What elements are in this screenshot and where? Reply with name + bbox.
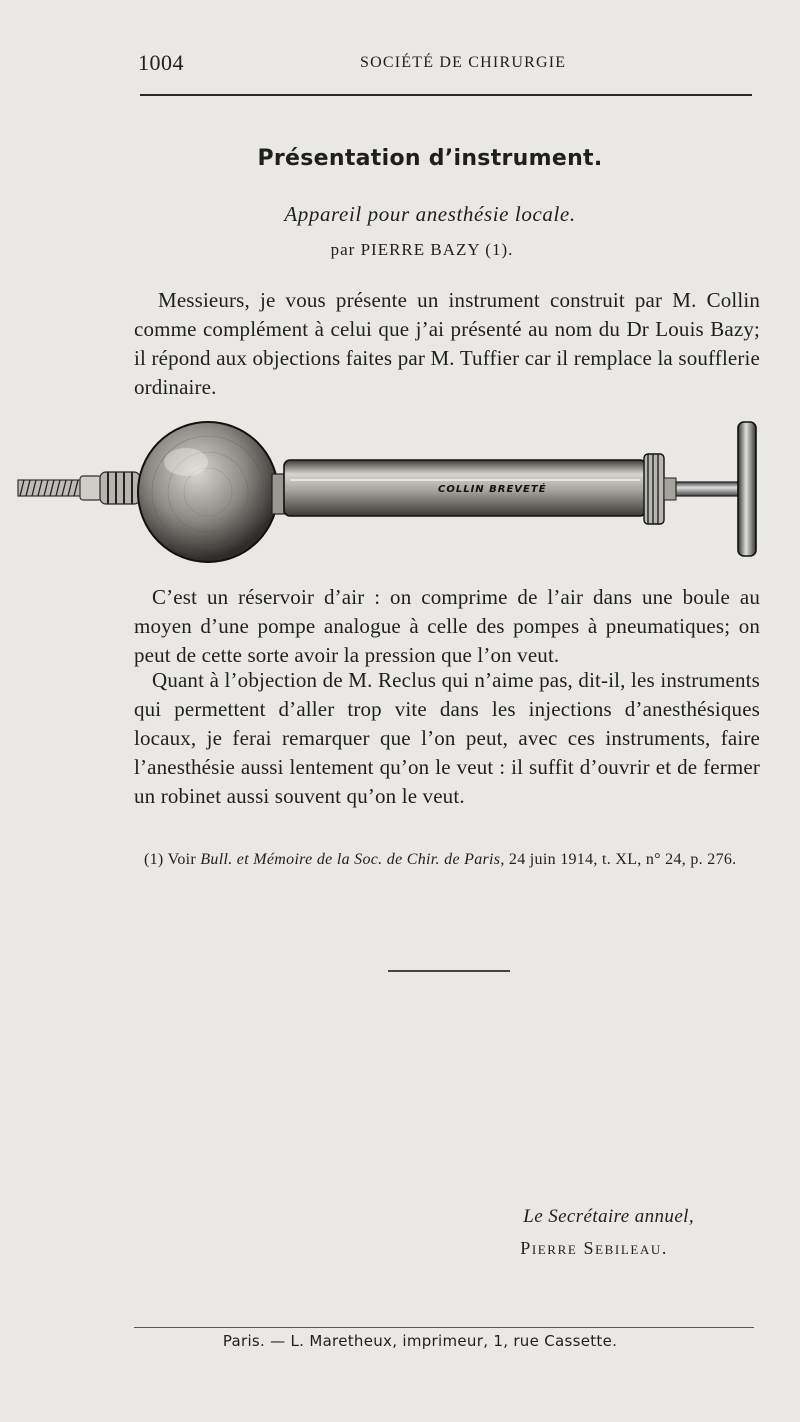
signature-name: Pierre Sebileau. xyxy=(520,1238,668,1258)
instrument-illustration xyxy=(0,414,800,580)
article-byline: par PIERRE BAZY (1). xyxy=(330,240,514,259)
footnote-marker: (1) xyxy=(144,851,164,868)
hose-icon xyxy=(18,472,140,504)
footnote-text-2: , 24 juin 1914, t. XL, n° 24, p. 276. xyxy=(500,851,737,868)
page-header xyxy=(138,50,758,80)
footer-rule xyxy=(134,1327,754,1328)
article-subtitle: Appareil pour anesthésie locale. xyxy=(284,202,576,226)
footnote-journal: Bull. et Mémoire de la Soc. de Chir. de Paris xyxy=(200,851,501,868)
section-end-rule xyxy=(388,970,510,972)
footnote xyxy=(134,847,760,873)
running-head: SOCIÉTÉ DE CHIRURGIE xyxy=(360,54,567,71)
pump-cylinder-icon xyxy=(272,454,664,524)
body-paragraph-2: C’est un réservoir d’air : on comprime de l’air dans une boule au moyen d’une pompe analogue à celle des pompes à pneumatiques; on peut de cette sorte avoir la pression que l’on veut. xyxy=(134,585,760,667)
body-paragraph-1: Messieurs, je vous présente un instrument construit par M. Collin comme complément à celui que j’ai présenté au nom du Dr Louis Bazy; il répond aux objections faites par M. Tuffier car il remplace la soufflerie ordinaire. xyxy=(134,288,760,399)
page-number: 1004 xyxy=(138,50,184,75)
printer-imprint: Paris. — L. Maretheux, imprimeur, 1, rue Cassette. xyxy=(222,1332,618,1350)
t-handle-icon xyxy=(664,422,756,556)
engraving-label: COLLIN BREVETÉ xyxy=(438,484,547,495)
signature-title: Le Secrétaire annuel, xyxy=(523,1206,694,1227)
air-reservoir-ball-icon xyxy=(138,422,278,562)
body-paragraph-3: Quant à l’objection de M. Reclus qui n’aime pas, dit-il, les instruments qui permettent d’aller trop vite dans les injections d’anesthésiques locaux, je ferai remarquer que l’on peut, avec ces instruments, faire l’anesthésie aussi lentement qu’on le veut : il suffit d’ouvrir et de fermer un robinet aussi souvent qu’on le veut. xyxy=(134,668,760,808)
header-rule xyxy=(140,94,752,96)
footnote-text-1: Voir xyxy=(163,851,201,868)
article-title: Présentation d’instrument. xyxy=(257,146,603,171)
